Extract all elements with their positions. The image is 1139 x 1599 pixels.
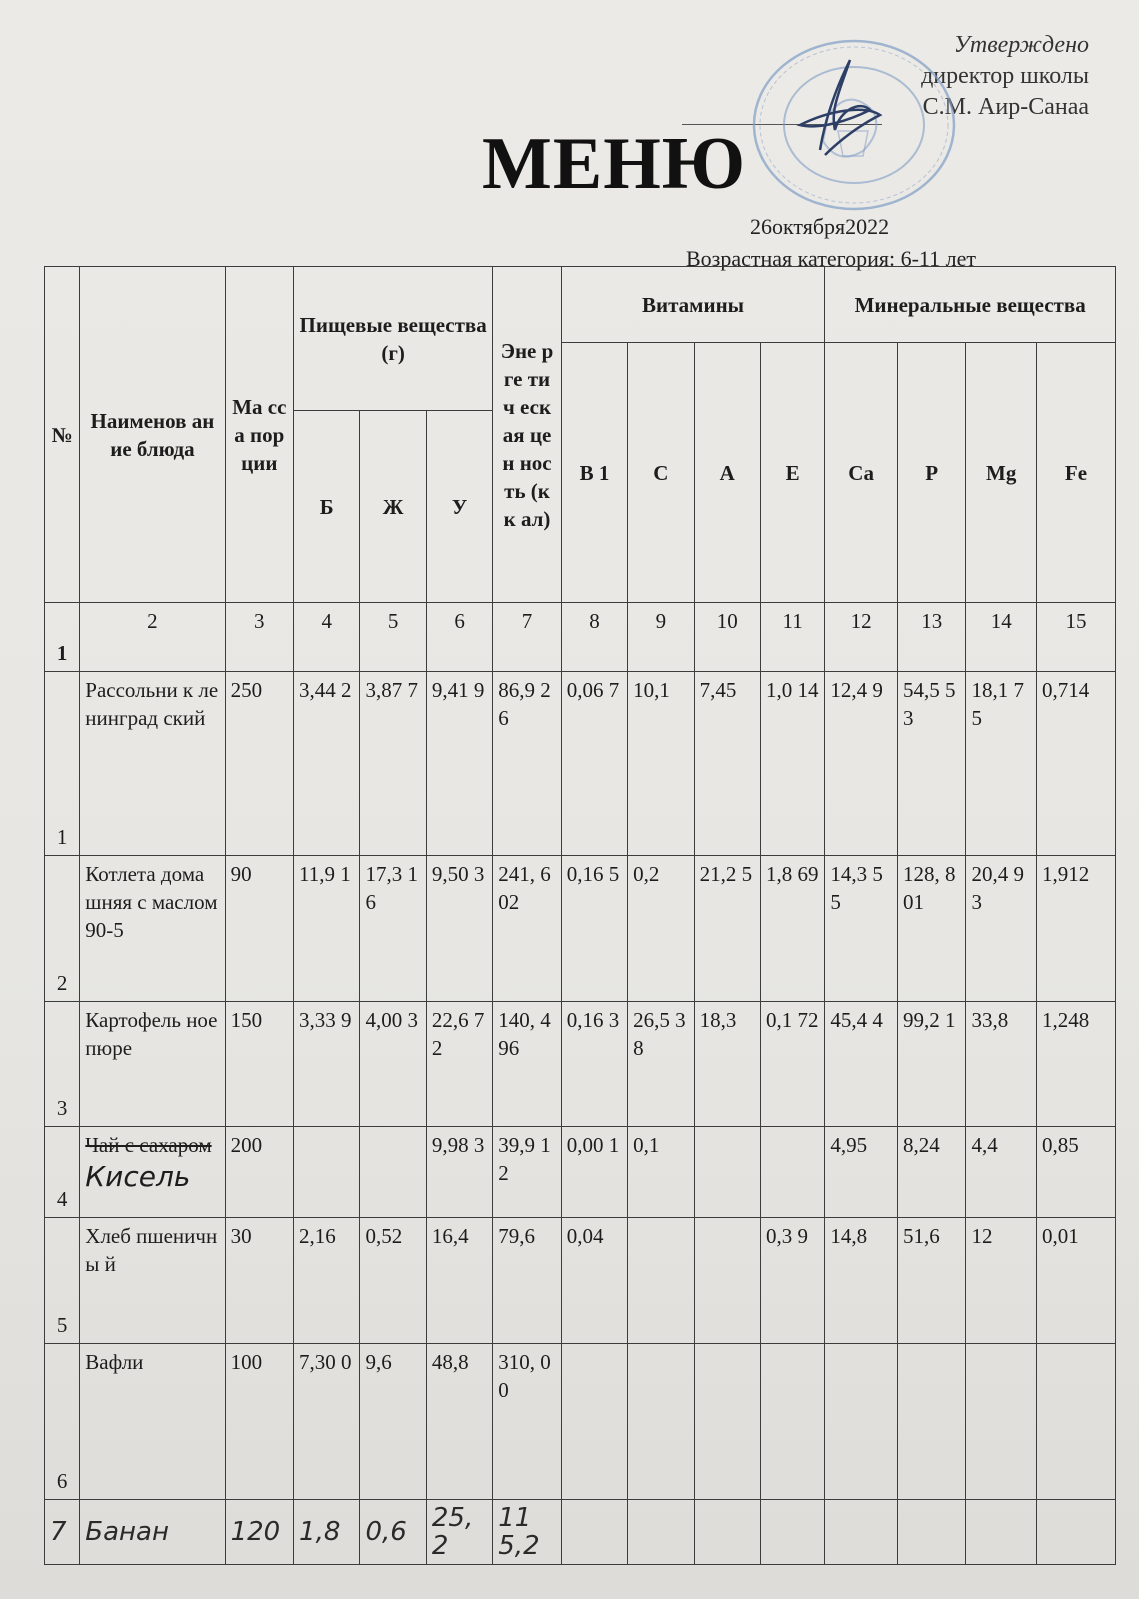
cell-e: 1,0 14 [760, 672, 824, 856]
cell-ca: 4,95 [825, 1127, 898, 1218]
row-number: 6 [45, 1344, 80, 1500]
header-b1: В 1 [561, 343, 627, 603]
cell-u: 16,4 [426, 1218, 492, 1344]
row-number: 3 [45, 1002, 80, 1127]
page-title: МЕНЮ [482, 123, 747, 205]
column-number: 8 [561, 603, 627, 672]
dish-name: Банан [80, 1500, 225, 1565]
header-num: № [45, 267, 80, 603]
cell-a [694, 1218, 760, 1344]
column-number: 7 [493, 603, 561, 672]
header-minerals: Минеральные вещества [825, 267, 1116, 343]
cell-zh: 4,00 3 [360, 1002, 426, 1127]
cell-e [760, 1127, 824, 1218]
cell-u: 25,2 [426, 1500, 492, 1565]
cell-zh [360, 1127, 426, 1218]
cell-b: 3,33 9 [294, 1002, 360, 1127]
header-a: А [694, 343, 760, 603]
cell-fe: 0,01 [1037, 1218, 1116, 1344]
cell-mass: 100 [225, 1344, 293, 1500]
dish-name-handwritten: Кисель [85, 1160, 191, 1193]
cell-b [294, 1127, 360, 1218]
dish-name: Вафли [80, 1344, 225, 1500]
cell-p [897, 1500, 965, 1565]
column-number: 10 [694, 603, 760, 672]
cell-fe: 0,714 [1037, 672, 1116, 856]
column-number: 3 [225, 603, 293, 672]
header-fe: Fe [1037, 343, 1116, 603]
approval-name: С.М. Аир-Санаа [922, 94, 1089, 120]
cell-energy: 79,6 [493, 1218, 561, 1344]
cell-a: 7,45 [694, 672, 760, 856]
dish-name-struck: Чай с сахаром [85, 1133, 212, 1157]
dish-name: Котлета домашняя с маслом 90-5 [80, 856, 225, 1002]
cell-a: 18,3 [694, 1002, 760, 1127]
header-ca: Ca [825, 343, 898, 603]
dish-name: Картофель ное пюре [80, 1002, 225, 1127]
table-row [45, 1002, 1116, 1127]
menu-date: 26октября2022 [750, 214, 890, 239]
column-number: 9 [628, 603, 694, 672]
cell-ca [825, 1500, 898, 1565]
cell-ca: 14,3 55 [825, 856, 898, 1002]
cell-fe: 1,912 [1037, 856, 1116, 1002]
cell-b: 11,9 1 [294, 856, 360, 1002]
header-p: P [897, 343, 965, 603]
cell-fe [1037, 1500, 1116, 1565]
cell-zh: 17,3 16 [360, 856, 426, 1002]
cell-c: 10,1 [628, 672, 694, 856]
cell-p: 8,24 [897, 1127, 965, 1218]
cell-a: 21,2 5 [694, 856, 760, 1002]
cell-zh: 3,87 7 [360, 672, 426, 856]
cell-b1: 0,04 [561, 1218, 627, 1344]
table-row-handwritten [45, 1500, 1116, 1565]
cell-b: 1,8 [294, 1500, 360, 1565]
row-number: 7 [45, 1500, 80, 1565]
column-number-row [45, 603, 1116, 672]
director-signature [780, 50, 900, 160]
cell-e: 1,8 69 [760, 856, 824, 1002]
cell-mg: 33,8 [966, 1002, 1037, 1127]
header-b: Б [294, 411, 360, 603]
cell-c [628, 1218, 694, 1344]
column-number: 1 [45, 603, 80, 672]
cell-p: 54,5 53 [897, 672, 965, 856]
cell-mass: 90 [225, 856, 293, 1002]
cell-energy: 86,9 26 [493, 672, 561, 856]
cell-energy: 115,2 [493, 1500, 561, 1565]
cell-b1: 0,06 7 [561, 672, 627, 856]
cell-fe: 1,248 [1037, 1002, 1116, 1127]
row-number: 5 [45, 1218, 80, 1344]
table-row [45, 1218, 1116, 1344]
row-number: 1 [45, 672, 80, 856]
cell-mass: 200 [225, 1127, 293, 1218]
cell-p: 99,2 1 [897, 1002, 965, 1127]
cell-zh: 0,52 [360, 1218, 426, 1344]
cell-a [694, 1127, 760, 1218]
cell-ca: 14,8 [825, 1218, 898, 1344]
row-number: 2 [45, 856, 80, 1002]
cell-c: 0,2 [628, 856, 694, 1002]
cell-b1: 0,16 5 [561, 856, 627, 1002]
cell-u: 9,98 3 [426, 1127, 492, 1218]
cell-c: 0,1 [628, 1127, 694, 1218]
cell-p: 51,6 [897, 1218, 965, 1344]
cell-ca: 45,4 4 [825, 1002, 898, 1127]
header-c: С [628, 343, 694, 603]
cell-c [628, 1344, 694, 1500]
header-u: У [426, 411, 492, 603]
cell-a [694, 1500, 760, 1565]
table-row [45, 1344, 1116, 1500]
header-zh: Ж [360, 411, 426, 603]
cell-fe [1037, 1344, 1116, 1500]
approval-label: Утверждено [953, 32, 1089, 58]
cell-c [628, 1500, 694, 1565]
cell-mass: 120 [225, 1500, 293, 1565]
cell-u: 9,50 3 [426, 856, 492, 1002]
cell-energy: 39,9 12 [493, 1127, 561, 1218]
cell-mg: 20,4 93 [966, 856, 1037, 1002]
dish-name-cell [80, 1127, 225, 1218]
cell-ca [825, 1344, 898, 1500]
cell-e: 0,1 72 [760, 1002, 824, 1127]
header-e: Е [760, 343, 824, 603]
cell-u: 22,6 72 [426, 1002, 492, 1127]
cell-b1 [561, 1344, 627, 1500]
cell-mg: 12 [966, 1218, 1037, 1344]
cell-zh: 0,6 [360, 1500, 426, 1565]
cell-b1: 0,00 1 [561, 1127, 627, 1218]
table-row [45, 856, 1116, 1002]
column-number: 5 [360, 603, 426, 672]
header-vitamins: Витамины [561, 267, 825, 343]
table-row [45, 672, 1116, 856]
cell-energy: 241, 602 [493, 856, 561, 1002]
header-energy: Эне рге тич еск ая цен нос ть (кк ал) [493, 267, 561, 603]
column-number: 2 [80, 603, 225, 672]
menu-table-wrap [44, 266, 1116, 1565]
cell-mg: 4,4 [966, 1127, 1037, 1218]
cell-e [760, 1344, 824, 1500]
cell-p [897, 1344, 965, 1500]
dish-name: Рассольни к ленинград ский [80, 672, 225, 856]
cell-u: 9,41 9 [426, 672, 492, 856]
column-number: 15 [1037, 603, 1116, 672]
cell-e: 0,3 9 [760, 1218, 824, 1344]
cell-zh: 9,6 [360, 1344, 426, 1500]
cell-energy: 140, 496 [493, 1002, 561, 1127]
cell-e [760, 1500, 824, 1565]
cell-b1 [561, 1500, 627, 1565]
column-number: 11 [760, 603, 824, 672]
cell-b: 2,16 [294, 1218, 360, 1344]
column-number: 14 [966, 603, 1037, 672]
column-number: 4 [294, 603, 360, 672]
table-row [45, 1127, 1116, 1218]
header-nutrients: Пищевые вещества (г) [294, 267, 493, 411]
row-number: 4 [45, 1127, 80, 1218]
cell-mass: 250 [225, 672, 293, 856]
cell-mass: 30 [225, 1218, 293, 1344]
cell-b1: 0,16 3 [561, 1002, 627, 1127]
cell-p: 128, 801 [897, 856, 965, 1002]
cell-u: 48,8 [426, 1344, 492, 1500]
approval-position: директор школы [921, 63, 1089, 89]
cell-energy: 310, 00 [493, 1344, 561, 1500]
cell-mass: 150 [225, 1002, 293, 1127]
cell-fe: 0,85 [1037, 1127, 1116, 1218]
cell-mg [966, 1500, 1037, 1565]
age-category: Возрастная категория: 6-11 лет [686, 246, 976, 271]
column-number: 13 [897, 603, 965, 672]
header-mg: Mg [966, 343, 1037, 603]
cell-ca: 12,4 9 [825, 672, 898, 856]
menu-table [44, 266, 1116, 1565]
dish-name: Хлеб пшеничны й [80, 1218, 225, 1344]
column-number: 12 [825, 603, 898, 672]
cell-c: 26,5 38 [628, 1002, 694, 1127]
header-dish: Наименов ание блюда [80, 267, 225, 603]
cell-b: 3,44 2 [294, 672, 360, 856]
header-mass: Ма сса пор ции [225, 267, 293, 603]
cell-mg: 18,1 75 [966, 672, 1037, 856]
cell-b: 7,30 0 [294, 1344, 360, 1500]
cell-a [694, 1344, 760, 1500]
cell-mg [966, 1344, 1037, 1500]
column-number: 6 [426, 603, 492, 672]
